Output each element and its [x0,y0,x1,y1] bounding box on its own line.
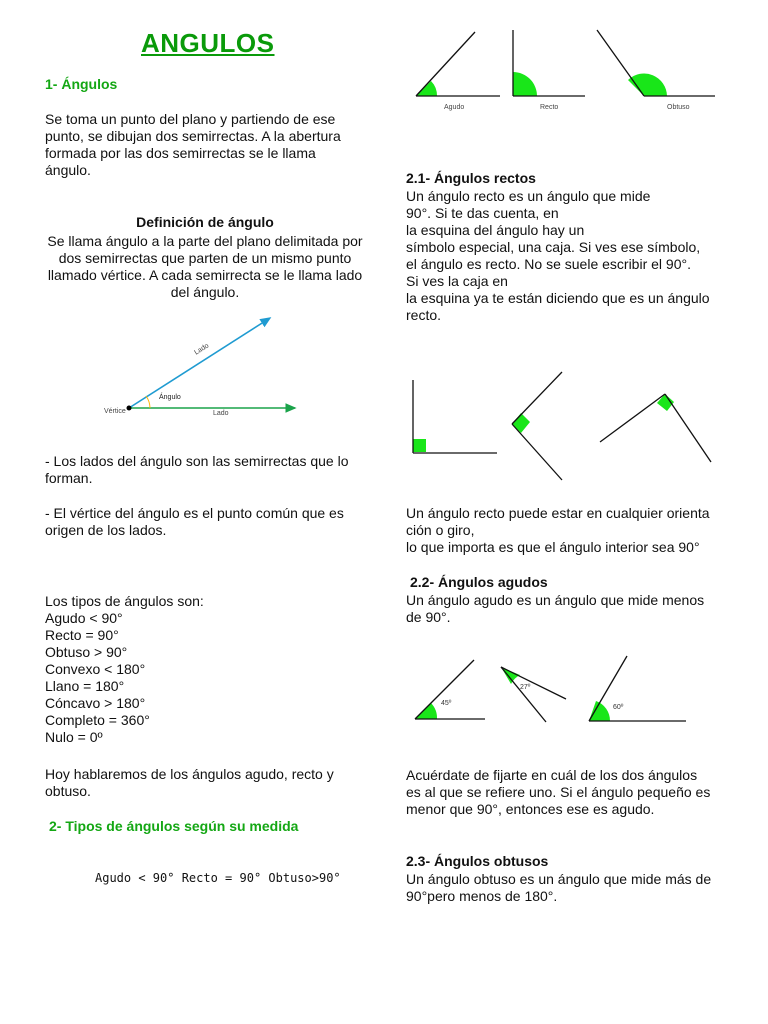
section-2-1-line: símbolo especial, una caja. Si ves ese símbolo, [406,239,701,255]
section-2-1-line: 90°. Si te das cuenta, en [406,205,559,221]
figure-label-agudo: Agudo [444,104,465,111]
section-2-1-line: la esquina del ángulo hay un [406,222,585,238]
section-1-heading: 1- Ángulos [45,76,118,92]
type-item: Nulo = 0º [45,729,103,745]
section-2-3-line: Un ángulo obtuso es un ángulo que mide más de [406,871,712,887]
figure-label-recto: Recto [540,104,559,111]
acute-label-60: 60º [613,704,624,711]
vertex-label: Vértice [104,408,126,415]
section-2-1-heading: 2.1- Ángulos rectos [406,170,536,186]
section-2-2-heading: 2.2- Ángulos agudos [410,574,548,590]
section-2-1-line: recto. [406,307,442,323]
today-text: Hoy hablaremos de los ángulos agudo, recto y obtuso. [45,766,334,799]
section-2-3-heading: 2.3- Ángulos obtusos [406,853,549,869]
types-summary: Agudo < 90° Recto = 90° Obtuso>90° [95,871,341,885]
type-item: Llano = 180° [45,678,125,694]
definition-heading: Definición de ángulo [136,214,274,230]
section-2-2-line: de 90°. [406,609,451,625]
section-2-2-line: Un ángulo agudo es un ángulo que mide menos [406,592,705,608]
page-title: ANGULOS [141,28,275,58]
type-item: Recto = 90° [45,627,119,643]
orientation-line: Un ángulo recto puede estar en cualquier orienta [406,505,710,521]
types-intro: Los tipos de ángulos son: [45,593,204,609]
type-item: Cóncavo > 180° [45,695,146,711]
acute-note-line: es al que se refiere uno. Si el ángulo pequeño es [406,784,711,800]
definition-text: Se llama ángulo a la parte del plano delimitada por dos semirrectas que parten de un mismo punto llamado vértice. A cada semirrecta se le llama lado del ángulo. [47,233,363,300]
section-2-heading: 2- Tipos de ángulos según su medida [49,818,299,834]
acute-label-45: 45º [441,700,452,707]
section-2-1-line: la esquina ya te están diciendo que es un ángulo [406,290,710,306]
bullet-sides: - Los lados del ángulo son las semirrectas que lo forman. [45,453,349,486]
figure-label-obtuso: Obtuso [667,104,690,111]
section-2-1-line: Un ángulo recto es un ángulo que mide [406,188,651,204]
side-label-upper: Lado [193,342,211,357]
section-1-paragraph: Se toma un punto del plano y partiendo de ese punto, se dibujan dos semirrectas. A la abertura formada por las dos semirrectas se le llama ángulo. [45,111,341,178]
acute-note-line: menor que 90°, entonces ese es agudo. [406,801,655,817]
acute-label-27: 27º [520,684,531,691]
section-2-1-line: el ángulo es recto. No se suele escribir el 90°. [406,256,691,272]
type-item: Completo = 360° [45,712,150,728]
type-item: Agudo < 90° [45,610,123,626]
type-item: Convexo < 180° [45,661,146,677]
acute-note-line: Acuérdate de fijarte en cuál de los dos ángulos [406,767,698,783]
orientation-line: ción o giro, [406,522,475,538]
angle-label: Ángulo [159,394,181,401]
orientation-line: lo que importa es que el ángulo interior sea 90° [406,539,700,555]
bullet-vertex: - El vértice del ángulo es el punto común que es origen de los lados. [45,505,344,538]
section-2-1-line: Si ves la caja en [406,273,508,289]
section-2-3-line: 90°pero menos de 180°. [406,888,558,904]
side-label-lower: Lado [213,410,229,417]
type-item: Obtuso > 90° [45,644,128,660]
